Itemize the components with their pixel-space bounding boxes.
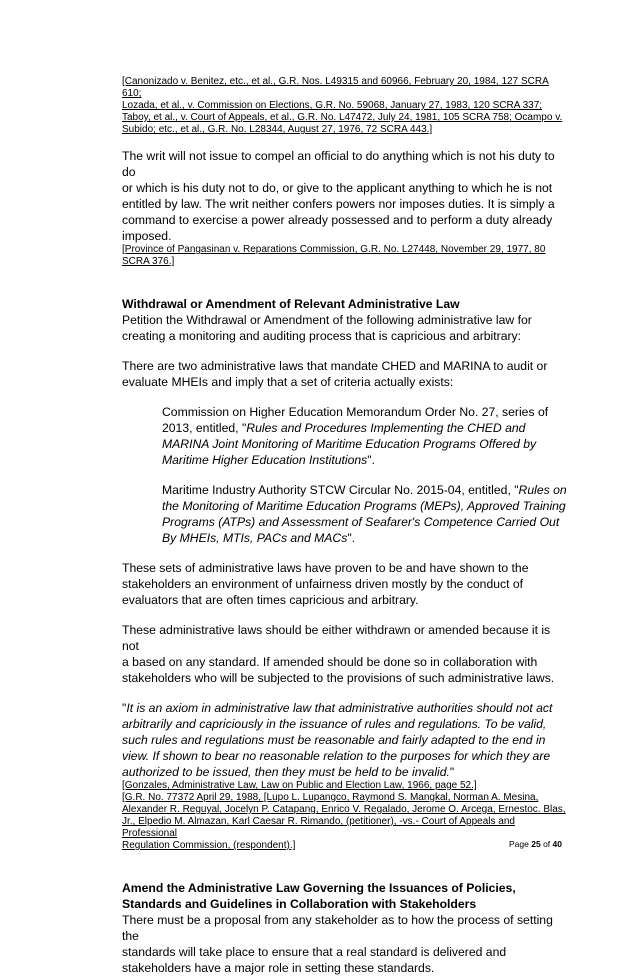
- citation-line: Subido; etc., et al., G.R. No. L28344, August 27, 1976, 72 SCRA 443.]: [122, 124, 433, 135]
- amend-paragraph: [122, 912, 567, 976]
- page-number: 25: [531, 839, 541, 849]
- paragraph-line: evaluate MHEIs and imply that a set of criteria actually exists:: [122, 375, 454, 389]
- section-heading-withdrawal: Withdrawal or Amendment of Relevant Administrative Law: [122, 297, 460, 311]
- paragraph-line: creating a monitoring and auditing process that is capricious and arbitrary:: [122, 329, 522, 343]
- law-title-italic: By MHEIs, MTIs, PACs and MACs: [162, 531, 348, 545]
- citation-canonizado: [122, 76, 567, 136]
- page-content: [122, 76, 567, 976]
- withdrawn-paragraph: [122, 622, 567, 686]
- paragraph-line: Petition the Withdrawal or Amendment of the following administrative law for: [122, 313, 532, 327]
- law-item-marina: [162, 482, 567, 546]
- paragraph-line: The writ will not issue to compel an official to do anything which is not his duty to do: [122, 149, 555, 179]
- citation-line: [Gonzales, Administrative Law, Law on Public and Election Law, 1966, page 52.]: [122, 780, 477, 791]
- citation-line: Alexander R. Reguyal, Jocelyn P. Catapang, Enrico V. Regalado, Jerome O. Arcega, Ernestoc. Blas,: [122, 804, 566, 815]
- page-footer: [509, 839, 562, 849]
- citation-line: Taboy, et al., v. Court of Appeals, et al., G.R. No. L47472, July 24, 1981, 105 SCRA 758; Ocampo v.: [122, 112, 563, 123]
- quote-text: authorized to be issued, then they must be held to be invalid.: [122, 765, 450, 779]
- axiom-quote: [122, 700, 567, 780]
- paragraph-line: These administrative laws should be either withdrawn or amended because it is not: [122, 623, 551, 653]
- paragraph-line: standards will take place to ensure that a real standard is delivered and: [122, 945, 507, 959]
- paragraph-line: stakeholders an environment of unfairness driven mostly by the conduct of: [122, 577, 524, 591]
- paragraph-line: a based on any standard. If amended should be done so in collaboration with: [122, 655, 538, 669]
- law-title-italic: MARINA Joint Monitoring of Maritime Education Programs Offered by: [162, 437, 537, 451]
- heading-line: Amend the Administrative Law Governing the Issuances of Policies,: [122, 881, 516, 895]
- quote-text: It is an axiom in administrative law that administrative authorities should not act: [126, 701, 553, 715]
- law-title-italic: Rules on: [518, 483, 567, 497]
- paragraph-line: command to exercise a power already possessed and to perform a duty already: [122, 213, 553, 227]
- paragraph-line: Commission on Higher Education Memorandum Order No. 27, series of: [162, 405, 549, 419]
- paragraph-line: [162, 452, 567, 468]
- paragraph-line: There must be a proposal from any stakeholder as to how the process of setting the: [122, 913, 553, 943]
- citation-line: Lozada, et al., v. Commission on Elections, G.R. No. 59068, January 27, 1983, 120 SCRA 337;: [122, 100, 543, 111]
- quote-mark: ": [449, 765, 455, 779]
- citation-line: [Province of Pangasinan v. Reparations Commission, G.R. No. L27448, November 29, 1977, 80: [122, 244, 546, 255]
- paragraph-line: [122, 716, 567, 732]
- law-title-italic: the Monitoring of Maritime Education Programs (MEPs), Approved Training: [162, 499, 566, 513]
- total-pages: 40: [552, 839, 562, 849]
- paragraph-line: There are two administrative laws that mandate CHED and MARINA to audit or: [122, 359, 548, 373]
- heading-line: Standards and Guidelines in Collaboration with Stakeholders: [122, 897, 477, 911]
- two-laws-paragraph: [122, 358, 567, 390]
- citation-line: SCRA 376.]: [122, 256, 175, 267]
- quote-text: arbitrarily and capriciously in the issuance of rules and regulations. To be valid,: [122, 717, 547, 731]
- paragraph-line: [122, 700, 567, 716]
- paragraph-line: entitled by law. The writ neither confers powers nor imposes duties. It is simply a: [122, 197, 555, 211]
- quote-text: such rules and regulations must be reasonable and fairly adapted to the end in: [122, 733, 546, 747]
- law-item-ched: [162, 404, 567, 468]
- of-label: of: [543, 839, 551, 849]
- citation-line: Regulation Commission, (respondent).]: [122, 840, 296, 851]
- paragraph-line: These sets of administrative laws have proven to be and have shown to the: [122, 561, 529, 575]
- text-span: Maritime Industry Authority STCW Circular No. 2015-04, entitled, ": [162, 483, 519, 497]
- text-span: 2013, entitled, ": [162, 421, 247, 435]
- section-heading-amend: [122, 880, 567, 912]
- paragraph-line: [162, 498, 567, 514]
- paragraph-line: evaluators that are often times capricious and arbitrary.: [122, 593, 419, 607]
- text-span: ".: [367, 453, 375, 467]
- writ-paragraph: [122, 148, 567, 244]
- law-title-italic: Rules and Procedures Implementing the CHED and: [246, 421, 526, 435]
- paragraph-line: stakeholders who will be subjected to the provisions of such administrative laws.: [122, 671, 555, 685]
- citation-pangasinan: [122, 244, 567, 268]
- paragraph-line: [162, 436, 567, 452]
- paragraph-line: imposed.: [122, 229, 172, 243]
- paragraph-line: or which is his duty not to do, or give to the applicant anything to which he is not: [122, 181, 553, 195]
- citation-line: [G.R. No. 77372 April 29, 1988, [Lupo L. Lupangco, Raymond S. Mangkal, Norman A. Mesina,: [122, 792, 539, 803]
- citation-gonzales: [122, 780, 567, 852]
- law-title-italic: Programs (ATPs) and Assessment of Seafarer's Competence Carried Out: [162, 515, 560, 529]
- quote-text: view. If shown to bear no reasonable relation to the purposes for which they are: [122, 749, 551, 763]
- paragraph-line: stakeholders have a major role in setting these standards.: [122, 961, 435, 975]
- citation-line: Jr., Elpedio M. Almazan, Karl Caesar R. Rimando, (petitioner), -vs.- Court of Appeals and Professional: [122, 816, 515, 839]
- paragraph-line: [162, 482, 567, 498]
- law-title-italic: Maritime Higher Education Institutions: [162, 453, 368, 467]
- text-span: ".: [347, 531, 356, 545]
- paragraph-line: [162, 420, 567, 436]
- paragraph-line: [122, 748, 567, 764]
- paragraph-line: [122, 732, 567, 748]
- citation-line: [Canonizado v. Benitez, etc., et al., G.R. Nos. L49315 and 60966, February 20, 1984, 127 SCRA 610;: [122, 76, 549, 99]
- paragraph-line: [162, 530, 567, 546]
- proven-paragraph: [122, 560, 567, 608]
- page-label: Page: [508, 839, 529, 849]
- paragraph-line: [122, 764, 567, 780]
- quote-mark: ": [122, 701, 127, 715]
- withdrawal-intro: [122, 312, 567, 344]
- paragraph-line: [162, 514, 567, 530]
